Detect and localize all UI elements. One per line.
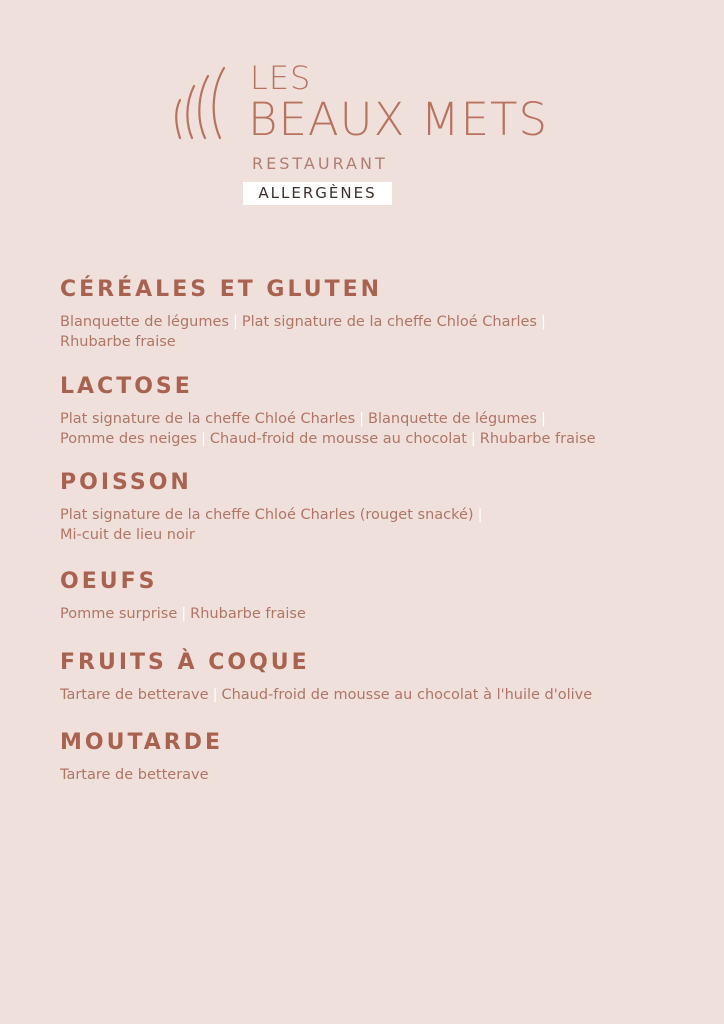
dish-name: Rhubarbe fraise [60,334,176,350]
dish-name: Plat signature de la cheffe Chloé Charles [60,411,356,427]
dish-list [60,409,660,449]
separator: | [540,314,546,330]
separator: | [232,314,238,330]
separator: | [201,431,206,447]
dish-name: Plat signature de la cheffe Chloé Charles (rouget snacké) [60,507,474,523]
dish-name: Plat signature de la cheffe Chloé Charles [241,314,537,330]
section-title: LACTOSE [60,374,193,399]
allergens-badge: ALLERGÈNES [243,182,392,205]
dish-name: Tartare de betterave [60,767,209,783]
dish-line [60,429,660,449]
section-title: POISSON [60,470,192,495]
dish-list [60,685,660,705]
dish-list [60,312,660,352]
section-title: MOUTARDE [60,730,224,755]
dish-list [60,765,660,785]
allergen-section-mustard [60,729,660,785]
dish-line [60,685,660,705]
dish-name: Rhubarbe fraise [190,606,306,622]
section-title: FRUITS À COQUE [60,650,310,675]
dish-line [60,505,660,525]
logo-subtitle: RESTAURANT [252,154,388,173]
separator: | [359,411,365,427]
separator: | [181,606,187,622]
logo-text-les: LES [250,59,312,97]
section-title: CÉRÉALES ET GLUTEN [60,277,383,302]
separator: | [470,431,476,447]
dish-list [60,604,660,624]
section-title: OEUFS [60,569,158,594]
dish-name: Chaud-froid de mousse au chocolat [209,431,467,447]
dish-line [60,765,660,785]
dish-name: Pomme des neiges [60,431,197,447]
logo-waves-icon [172,66,234,140]
logo-text-name: BEAUX METS [248,93,549,146]
allergen-section-fish [60,469,660,545]
separator: | [477,507,483,523]
allergen-section-nuts [60,649,660,705]
dish-line [60,312,660,332]
dish-line [60,409,660,429]
dish-list [60,505,660,545]
dish-line [60,525,660,545]
dish-name: Pomme surprise [60,606,178,622]
dish-name: Rhubarbe fraise [479,431,596,447]
dish-name: Chaud-froid de mousse au chocolat à l'huile d'olive [221,687,593,703]
header [0,0,724,220]
separator: | [540,411,546,427]
allergen-section-eggs [60,568,660,624]
dish-line [60,604,660,624]
dish-name: Blanquette de légumes [368,411,537,427]
allergen-section-gluten [60,276,660,352]
dish-name: Tartare de betterave [60,687,209,703]
separator: | [212,687,218,703]
dish-line [60,332,660,352]
dish-name: Mi-cuit de lieu noir [60,527,195,543]
allergen-section-lactose [60,373,660,449]
dish-name: Blanquette de légumes [60,314,229,330]
